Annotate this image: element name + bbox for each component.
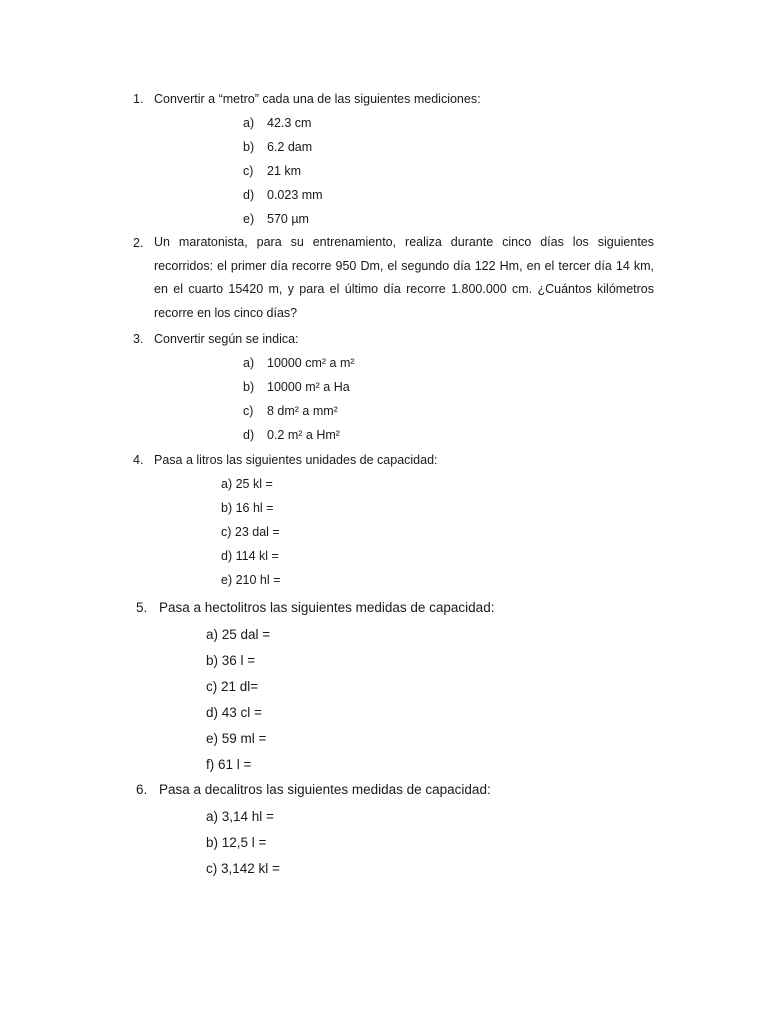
q5-item: c) 21 dl=: [206, 679, 259, 694]
q5-item: a) 25 dal =: [206, 627, 271, 642]
q1-item-letter: d): [243, 188, 255, 202]
q1-item-text: 21 km: [267, 164, 302, 178]
q3-item-c: [243, 404, 338, 418]
q3-item-d: [243, 428, 340, 442]
q2-number: 2.: [133, 236, 144, 250]
q2-text: Un maratonista, para su entrenamiento, realiza durante cinco días los siguientes recorridos: el primer día recorre 950 Dm, el segundo día 122 Hm, en el tercer día 14 km, en el cuarto 15420 m, y para el último día recorre 1.800.000 cm. ¿Cuántos kilómetros recorre en los cinco días?: [154, 235, 654, 321]
q4-item: e) 210 hl =: [221, 573, 281, 587]
q4-item: d) 114 kl =: [221, 549, 279, 563]
q3-item-letter: b): [243, 380, 255, 394]
q1-item-text: 42.3 cm: [267, 116, 312, 130]
q4-item: c) 23 dal =: [221, 525, 280, 539]
q6-number: 6.: [136, 782, 148, 797]
q5-item: d) 43 cl =: [206, 705, 262, 720]
q3-item-letter: d): [243, 428, 255, 442]
q4-item: a) 25 kl =: [221, 477, 273, 491]
q6-item: b) 12,5 l =: [206, 835, 267, 850]
q6-item: a) 3,14 hl =: [206, 809, 274, 824]
q1-item-letter: c): [243, 164, 254, 178]
q1-item-b: [243, 140, 312, 154]
q4-number: 4.: [133, 453, 144, 467]
q1-item-d: [243, 188, 323, 202]
q5-item: b) 36 l =: [206, 653, 256, 668]
q3-item-letter: a): [243, 356, 255, 370]
q3-text: Convertir según se indica:: [154, 332, 299, 346]
q4-item: b) 16 hl =: [221, 501, 274, 515]
q1-item-a: [243, 116, 311, 130]
q1-text: Convertir a “metro” cada una de las siguientes mediciones:: [154, 92, 481, 106]
q1-item-e: [243, 212, 309, 226]
q3-number: 3.: [133, 332, 144, 346]
q1-item-c: [243, 164, 301, 178]
q1-item-letter: e): [243, 212, 255, 226]
q3-item-letter: c): [243, 404, 254, 418]
q1-item-text: 570 µm: [267, 212, 309, 226]
q1-item-letter: a): [243, 116, 255, 130]
q3-item-b: [243, 380, 350, 394]
q5-text: Pasa a hectolitros las siguientes medidas de capacidad:: [159, 600, 495, 615]
q3-item-text: 8 dm² a mm²: [267, 404, 338, 418]
q5-item: f) 61 l =: [206, 757, 252, 772]
q5-item: e) 59 ml =: [206, 731, 267, 746]
q3-item-text: 10000 m² a Ha: [267, 380, 350, 394]
q6-text: Pasa a decalitros las siguientes medidas de capacidad:: [159, 782, 491, 797]
q6-item: c) 3,142 kl =: [206, 861, 280, 876]
q1-number: 1.: [133, 92, 144, 106]
q1-item-text: 0.023 mm: [267, 188, 323, 202]
q5-number: 5.: [136, 600, 148, 615]
q3-item-text: 10000 cm² a m²: [267, 356, 355, 370]
q3-item-a: [243, 356, 355, 370]
q4-text: Pasa a litros las siguientes unidades de capacidad:: [154, 453, 438, 467]
q3-item-text: 0.2 m² a Hm²: [267, 428, 340, 442]
q1-item-text: 6.2 dam: [267, 140, 313, 154]
q1-item-letter: b): [243, 140, 255, 154]
